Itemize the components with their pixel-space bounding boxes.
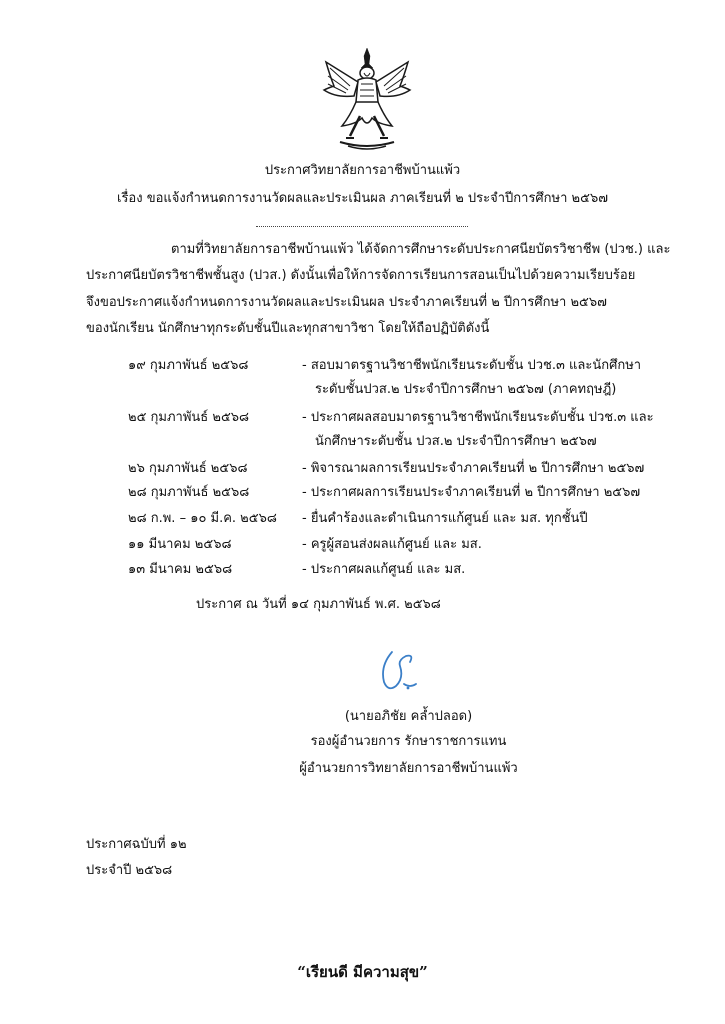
schedule-description: - ประกาศผลการเรียนประจำภาคเรียนที่ ๒ ปีการศึกษา ๒๕๖๗ <box>302 485 641 500</box>
signer-name: (นายอภิชัย คล้ำปลอด) <box>344 709 473 724</box>
schedule-date: ๒๘ กุมภาพันธ์ ๒๕๖๘ <box>128 485 250 500</box>
body-paragraph-line: ตามที่วิทยาลัยการอาชีพบ้านแพ้ว ได้จัดการศึกษาระดับประกาศนียบัตรวิชาชีพ (ปวช.) และ <box>171 242 671 257</box>
college-slogan: “เรียนดี มีความสุข” <box>297 963 428 981</box>
body-paragraph-line: จึงขอประกาศแจ้งกำหนดการงานวัดผลและประเมินผล ประจำภาคเรียนที่ ๒ ปีการศึกษา ๒๕๖๗ <box>86 295 607 310</box>
schedule-description: - ยื่นคำร้องและดำเนินการแก้ศูนย์ และ มส. ทุกชั้นปี <box>302 511 588 526</box>
schedule-date: ๑๑ มีนาคม ๒๕๖๘ <box>128 537 232 552</box>
dotted-divider <box>256 226 468 227</box>
garuda-emblem-icon <box>320 46 414 152</box>
announcement-date: ประกาศ ณ วันที่ ๑๔ กุมภาพันธ์ พ.ศ. ๒๕๖๘ <box>196 597 441 612</box>
schedule-date: ๒๘ ก.พ. – ๑๐ มี.ค. ๒๕๖๘ <box>128 511 277 526</box>
schedule-description: - พิจารณาผลการเรียนประจำภาคเรียนที่ ๒ ปีการศึกษา ๒๕๖๗ <box>302 461 645 476</box>
signer-organization: ผู้อำนวยการวิทยาลัยการอาชีพบ้านแพ้ว <box>299 761 518 776</box>
schedule-date: ๑๙ กุมภาพันธ์ ๒๕๖๘ <box>128 358 249 373</box>
body-paragraph-line: ประกาศนียบัตรวิชาชีพชั้นสูง (ปวส.) ดังนั้นเพื่อให้การจัดการเรียนการสอนเป็นไปด้วยความเรียบร้อย <box>86 268 636 283</box>
schedule-description: - ประกาศผลแก้ศูนย์ และ มส. <box>302 562 466 577</box>
schedule-description: - ครูผู้สอนส่งผลแก้ศูนย์ และ มส. <box>302 537 482 552</box>
schedule-description: - ประกาศผลสอบมาตรฐานวิชาชีพนักเรียนระดับชั้น ปวช.๓ และ <box>302 410 654 425</box>
schedule-date: ๑๓ มีนาคม ๒๕๖๘ <box>128 562 233 577</box>
schedule-date: ๒๕ กุมภาพันธ์ ๒๕๖๘ <box>128 410 250 425</box>
schedule-date: ๒๖ กุมภาพันธ์ ๒๕๖๘ <box>128 461 248 476</box>
schedule-description-continued: นักศึกษาระดับชั้น ปวส.๒ ประจำปีการศึกษา ๒๕๖๗ <box>315 434 597 449</box>
announcement-subject: เรื่อง ขอแจ้งกำหนดการงานวัดผลและประเมินผล ภาคเรียนที่ ๒ ประจำปีการศึกษา ๒๕๖๗ <box>117 191 608 206</box>
signer-position: รองผู้อำนวยการ รักษาราชการแทน <box>310 734 507 749</box>
body-paragraph-line: ของนักเรียน นักศึกษาทุกระดับชั้นปีและทุกสาขาวิชา โดยให้ถือปฏิบัติดังนี้ <box>86 321 490 336</box>
signature-icon <box>370 644 426 700</box>
announcement-year: ประจำปี ๒๕๖๘ <box>86 863 173 878</box>
announcement-number: ประกาศฉบับที่ ๑๒ <box>86 837 187 852</box>
announcement-title: ประกาศวิทยาลัยการอาชีพบ้านแพ้ว <box>264 163 461 178</box>
schedule-description: - สอบมาตรฐานวิชาชีพนักเรียนระดับชั้น ปวช.๓ และนักศึกษา <box>302 358 642 373</box>
schedule-description-continued: ระดับชั้นปวส.๒ ประจำปีการศึกษา ๒๕๖๗ (ภาคทฤษฎี) <box>315 382 617 397</box>
